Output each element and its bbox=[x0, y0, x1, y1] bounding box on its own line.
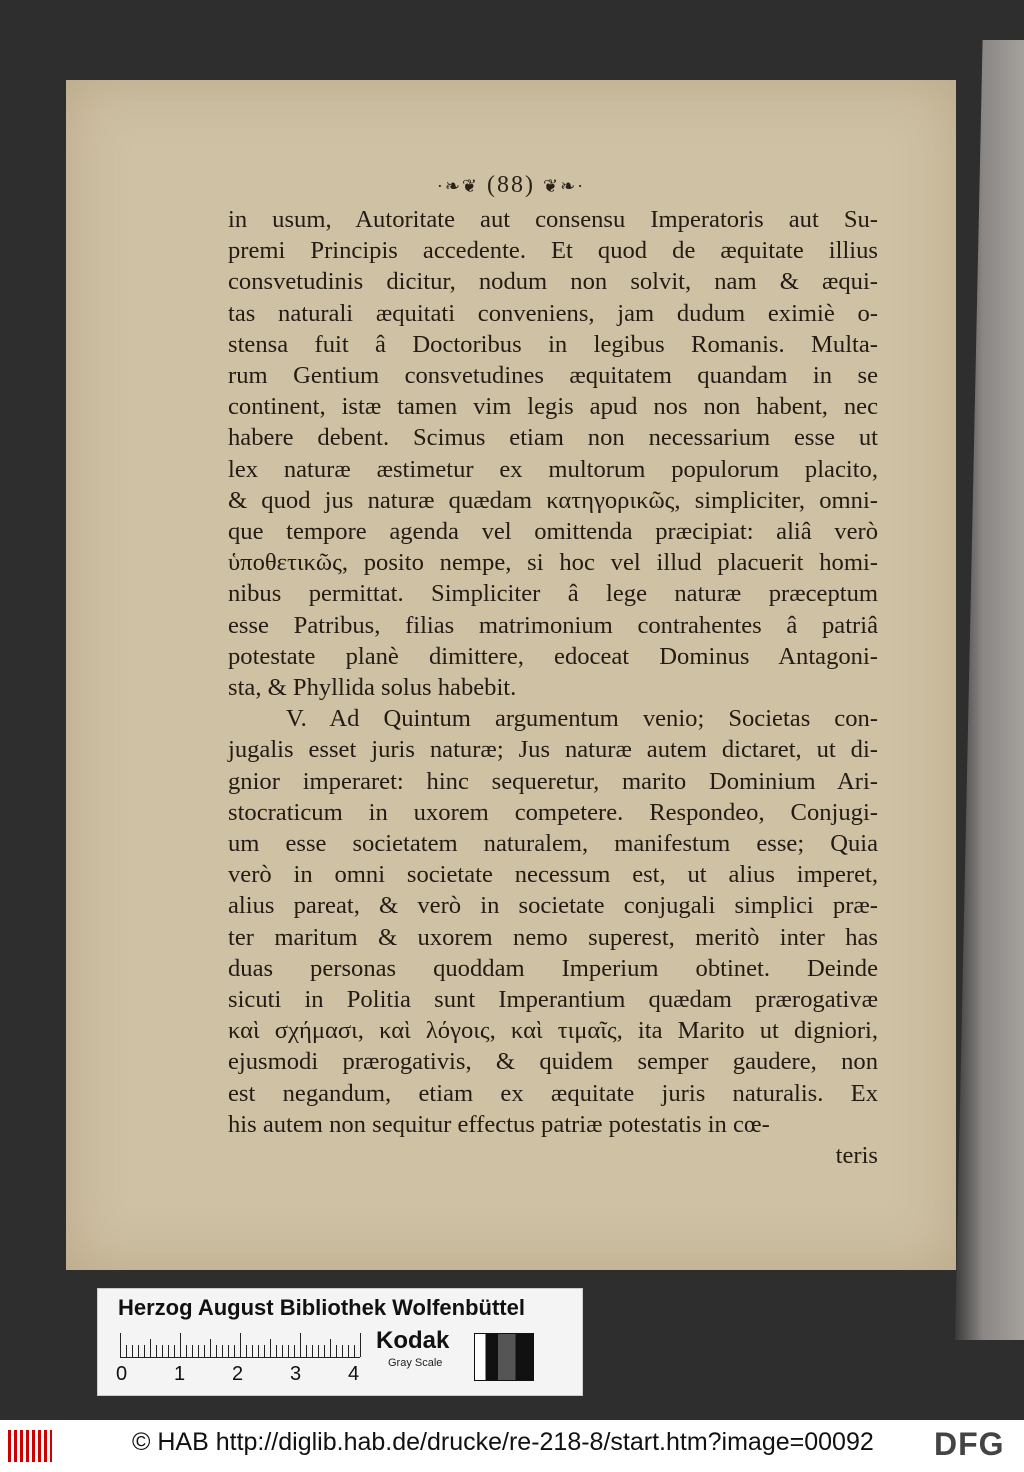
ruler-tick bbox=[240, 1333, 241, 1357]
text-line: gnior imperaret: hinc sequeretur, marito Dominium Ari- bbox=[228, 767, 878, 795]
text-line: V. Ad Quintum argumentum venio; Societas con- bbox=[286, 705, 878, 733]
scale-number: 1 bbox=[174, 1363, 186, 1385]
ruler-tick bbox=[150, 1339, 151, 1357]
text-line: que tempore agenda vel omittenda præcipiat: aliâ verò bbox=[228, 518, 878, 546]
text-line: καὶ σχήμασι, καὶ λόγοις, καὶ τιμαῖς, ita Marito ut digniori, bbox=[228, 1017, 878, 1045]
text-line: verò in omni societate necessum est, ut alius imperet, bbox=[228, 861, 878, 889]
text-line: & quod jus naturæ quædam κατηγορικῶς, simpliciter, omni- bbox=[228, 486, 878, 514]
page-text bbox=[228, 204, 878, 1171]
ruler-tick bbox=[174, 1345, 175, 1357]
ruler-tick bbox=[330, 1339, 331, 1357]
colorbar-title: Herzog August Bibliothek Wolfenbüttel bbox=[118, 1295, 525, 1320]
gray-scale-label: Gray Scale bbox=[388, 1357, 443, 1369]
ruler-tick bbox=[354, 1345, 355, 1357]
ruler-tick bbox=[246, 1345, 247, 1357]
text-line: premi Principis accedente. Et quod de æquitate illius bbox=[228, 237, 878, 265]
ruler-tick bbox=[282, 1345, 283, 1357]
ruler-tick bbox=[342, 1345, 343, 1357]
ruler-tick bbox=[252, 1345, 253, 1357]
kodak-logo: Kodak bbox=[376, 1327, 450, 1354]
ruler-tick bbox=[168, 1345, 169, 1357]
scale-number: 4 bbox=[348, 1363, 360, 1385]
ruler-tick bbox=[318, 1345, 319, 1357]
ruler-tick bbox=[198, 1345, 199, 1357]
scale-number: 0 bbox=[116, 1363, 128, 1385]
text-line: alius pareat, & verò in societate conjugali simplici præ- bbox=[228, 892, 878, 920]
ruler-tick bbox=[306, 1345, 307, 1357]
ruler-tick bbox=[144, 1345, 145, 1357]
page-header bbox=[66, 172, 956, 199]
ruler-tick bbox=[132, 1345, 133, 1357]
text-line: continent, istæ tamen vim legis apud nos non habent, nec bbox=[228, 393, 878, 421]
ruler-tick bbox=[186, 1345, 187, 1357]
ornament-left: ·❧❦ bbox=[436, 176, 479, 196]
text-line: ejusmodi prærogativis, & quidem semper gaudere, non bbox=[228, 1048, 878, 1076]
ruler-tick bbox=[348, 1345, 349, 1357]
text-line: esse Patribus, filias matrimonium contrahentes â patriâ bbox=[228, 611, 878, 639]
ruler-tick bbox=[234, 1345, 235, 1357]
ruler-tick bbox=[228, 1345, 229, 1357]
text-line: tas naturali æquitati conveniens, jam dudum eximiè o- bbox=[228, 299, 878, 327]
book-page bbox=[66, 80, 956, 1270]
ruler-tick bbox=[276, 1345, 277, 1357]
ruler-tick bbox=[336, 1345, 337, 1357]
text-line: nibus permittat. Simpliciter â lege naturæ præceptum bbox=[228, 580, 878, 608]
text-line: duas personas quoddam Imperium obtinet. Deinde bbox=[228, 954, 878, 982]
footer-bar bbox=[0, 1420, 1024, 1472]
text-line: ὑποθετικῶς, posito nempe, si hoc vel illud placuerit homi- bbox=[228, 549, 878, 577]
text-line: in usum, Autoritate aut consensu Imperatoris aut Su- bbox=[228, 206, 878, 233]
barcode-icon bbox=[8, 1430, 52, 1462]
text-line: his autem non sequitur effectus patriæ potestatis in cœ- bbox=[228, 1110, 770, 1138]
ruler-tick bbox=[300, 1333, 301, 1357]
color-calibration-bar bbox=[97, 1288, 583, 1396]
dfg-logo: DFG bbox=[934, 1426, 1005, 1462]
ruler-tick bbox=[126, 1345, 127, 1357]
ruler-tick bbox=[120, 1333, 121, 1357]
ruler-tick bbox=[222, 1345, 223, 1357]
ruler-tick bbox=[294, 1345, 295, 1357]
ruler-tick bbox=[312, 1345, 313, 1357]
text-line: um esse societatem naturalem, manifestum esse; Quia bbox=[228, 830, 878, 858]
copyright-link[interactable]: © HAB http://diglib.hab.de/drucke/re-218-8/start.htm?image=00092 bbox=[132, 1428, 874, 1456]
ruler-tick bbox=[324, 1345, 325, 1357]
text-line: sicuti in Politia sunt Imperantium quædam prærogativæ bbox=[228, 986, 878, 1014]
ruler-tick bbox=[204, 1345, 205, 1357]
ruler-tick bbox=[162, 1345, 163, 1357]
ruler-tick bbox=[270, 1339, 271, 1357]
ruler-tick bbox=[288, 1345, 289, 1357]
text-line: jugalis esset juris naturæ; Jus naturæ autem dictaret, ut di- bbox=[228, 736, 878, 764]
text-line: ter maritum & uxorem nemo superest, meritò inter has bbox=[228, 923, 878, 951]
text-line: stocraticum in uxorem competere. Respondeo, Conjugi- bbox=[228, 798, 878, 826]
text-line: consvetudinis dicitur, nodum non solvit, nam & æqui- bbox=[228, 268, 878, 296]
text-line: teris bbox=[835, 1142, 878, 1170]
ruler-tick bbox=[264, 1345, 265, 1357]
gray-swatch bbox=[474, 1333, 534, 1381]
scale-number: 2 bbox=[232, 1363, 244, 1385]
text-line: sta, & Phyllida solus habebit. bbox=[228, 674, 517, 702]
text-line: stensa fuit â Doctoribus in legibus Romanis. Multa- bbox=[228, 330, 878, 358]
ruler-tick bbox=[180, 1333, 181, 1357]
text-line: habere debent. Scimus etiam non necessarium esse ut bbox=[228, 424, 878, 452]
text-line: lex naturæ æstimetur ex multorum populorum placito, bbox=[228, 455, 878, 483]
ruler-tick bbox=[192, 1345, 193, 1357]
page-number: (88) bbox=[487, 172, 535, 198]
text-line: est negandum, etiam ex æquitate juris naturalis. Ex bbox=[228, 1079, 878, 1107]
ruler-tick bbox=[216, 1345, 217, 1357]
text-line: rum Gentium consvetudines æquitatem quandam in se bbox=[228, 362, 878, 390]
ruler-tick bbox=[138, 1345, 139, 1357]
scale-ruler bbox=[120, 1333, 360, 1358]
ruler-tick bbox=[258, 1345, 259, 1357]
ruler-tick bbox=[360, 1333, 361, 1357]
text-line: potestate planè dimittere, edoceat Dominus Antagoni- bbox=[228, 642, 878, 670]
scale-number: 3 bbox=[290, 1363, 302, 1385]
ornament-right: ❦❧· bbox=[542, 176, 586, 196]
ruler-tick bbox=[156, 1345, 157, 1357]
ruler-tick bbox=[210, 1339, 211, 1357]
